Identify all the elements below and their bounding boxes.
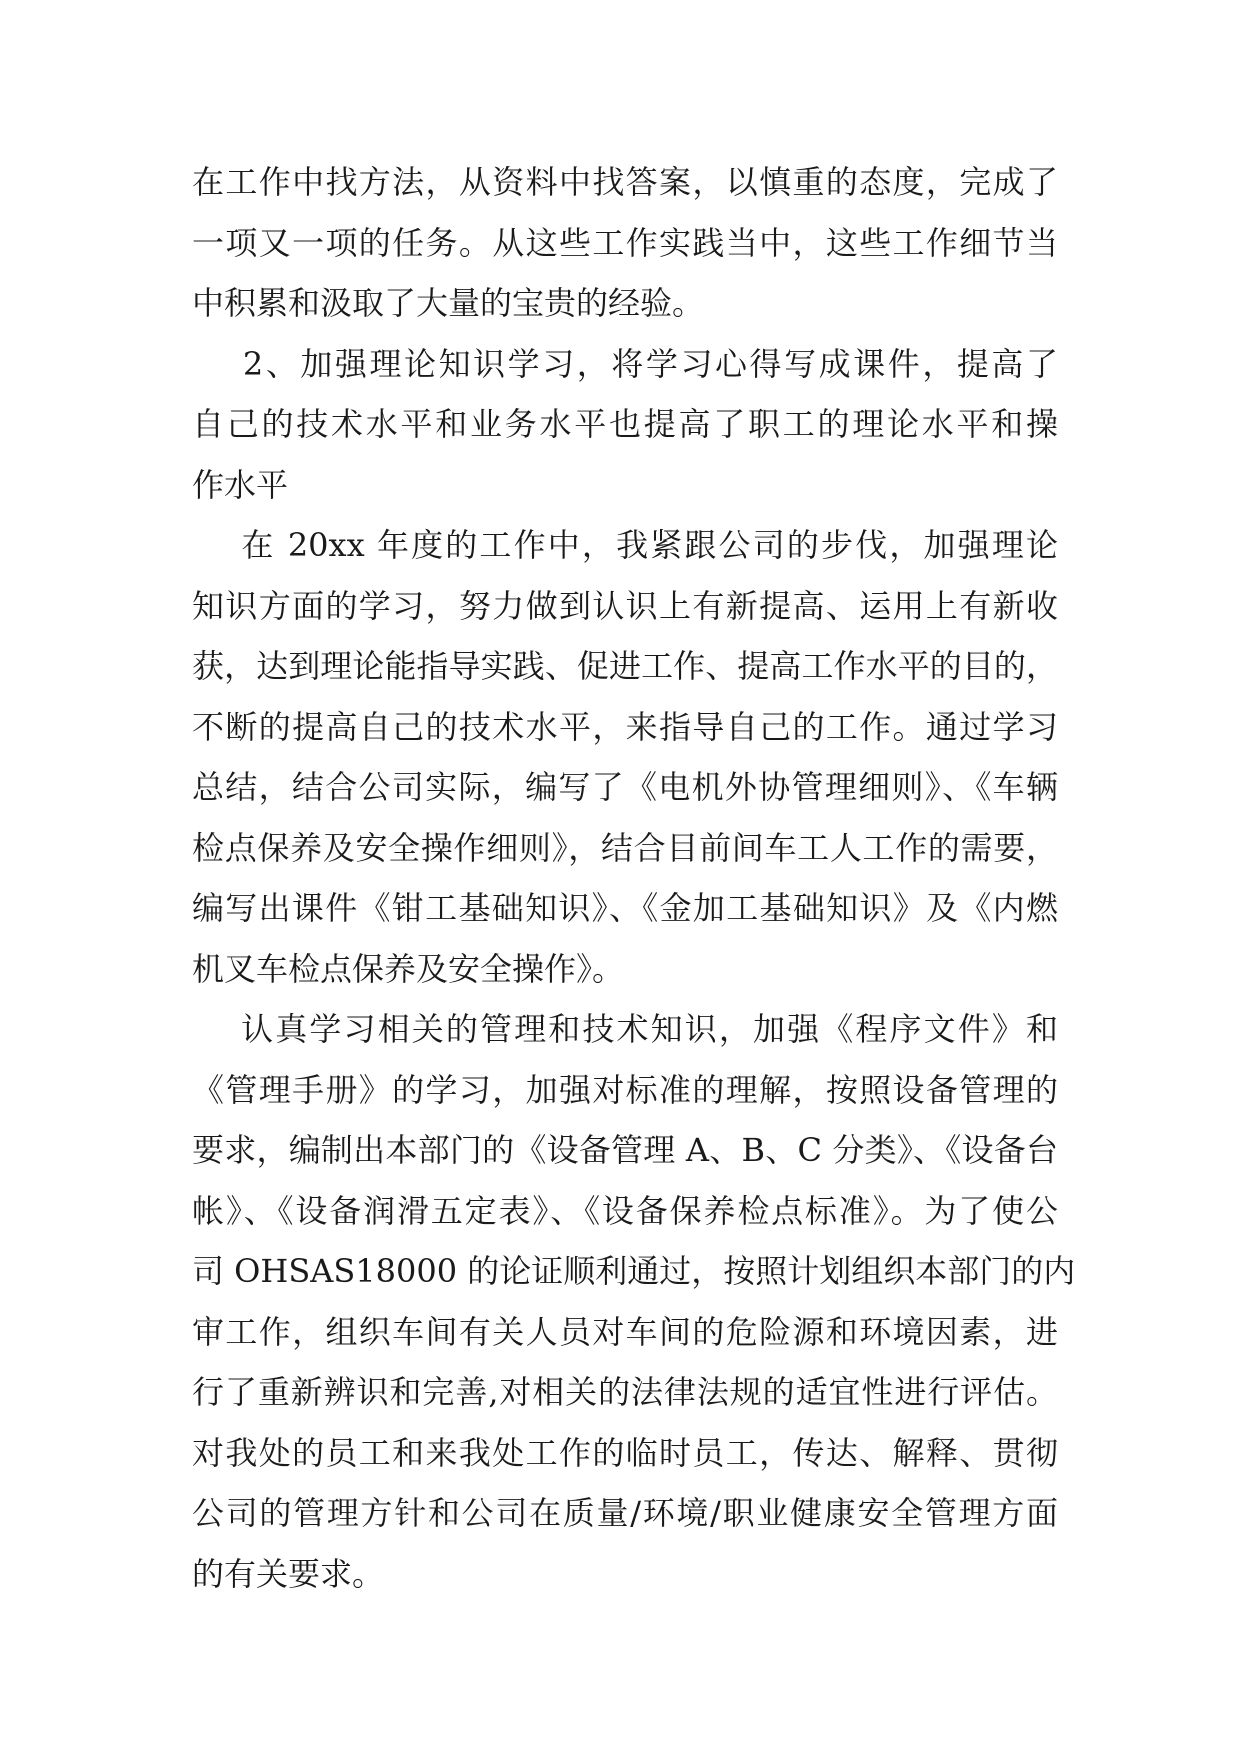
paragraph-line: 自己的技术水平和业务水平也提高了职工的理论水平和操 [192, 405, 1058, 443]
paragraph-line: 司 OHSAS18000 的论证顺利通过，按照计划组织本部门的内 [192, 1252, 1076, 1290]
paragraph-line: 《管理手册》的学习，加强对标准的理解，按照设备管理的 [192, 1070, 1058, 1109]
paragraph-line: 在工作中找方法，从资料中找答案，以慎重的态度，完成了 [192, 163, 1058, 201]
paragraph-line: 不断的提高自己的技术水平，来指导自己的工作。通过学习 [192, 707, 1058, 746]
paragraph-line: 帐》、《设备润滑五定表》、《设备保养检点标准》。为了使公 [192, 1191, 1058, 1230]
paragraph-line: 机叉车检点保养及安全操作》。 [192, 949, 625, 988]
paragraph-line: 检点保养及安全操作细则》，结合目前间车工人工作的需要， [192, 828, 1058, 867]
paragraph-line: 获，达到理论能指导实践、促进工作、提高工作水平的目的， [192, 647, 1058, 685]
body-text [192, 152, 1076, 1604]
paragraph-line: 总结，结合公司实际，编写了《电机外协管理细则》、《车辆 [192, 768, 1058, 806]
paragraph-line: 在 20xx 年度的工作中，我紧跟公司的步伐，加强理论 [192, 526, 1058, 564]
paragraph-line: 编写出课件《钳工基础知识》、《金加工基础知识》及《内燃 [192, 889, 1058, 927]
paragraph-line: 审工作，组织车间有关人员对车间的危险源和环境因素，进 [192, 1312, 1058, 1351]
paragraph-line: 一项又一项的任务。从这些工作实践当中，这些工作细节当 [192, 223, 1058, 262]
paragraph-line: 对我处的员工和来我处工作的临时员工，传达、解释、贯彻 [192, 1433, 1058, 1472]
paragraph-line: 公司的管理方针和公司在质量/环境/职业健康安全管理方面 [192, 1494, 1058, 1532]
paragraph-line: 认真学习相关的管理和技术知识，加强《程序文件》和 [192, 1010, 1058, 1048]
paragraph-line: 的有关要求。 [192, 1554, 385, 1593]
paragraph-line: 作水平 [192, 465, 289, 504]
paragraph-line: 中积累和汲取了大量的宝贵的经验。 [192, 284, 705, 322]
paragraph-line: 2、加强理论知识学习，将学习心得写成课件，提高了 [192, 344, 1058, 383]
paragraph-line: 知识方面的学习，努力做到认识上有新提高、运用上有新收 [192, 586, 1058, 625]
paragraph-line: 行了重新辨识和完善,对相关的法律法规的适宜性进行评估。 [192, 1373, 1058, 1411]
paragraph-line: 要求，编制出本部门的《设备管理 A、B、C 分类》、《设备台 [192, 1131, 1058, 1169]
